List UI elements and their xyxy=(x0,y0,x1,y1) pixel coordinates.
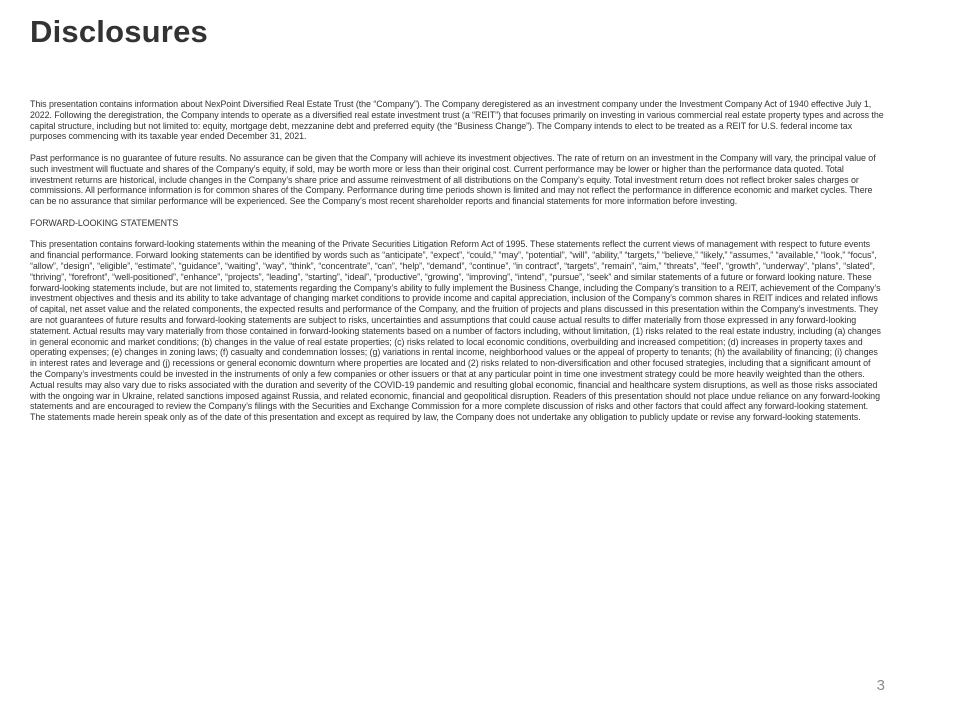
disclosure-paragraph-company: This presentation contains information about NexPoint Diversified Real Estate Trust (the “Company”). The Company deregistered as an investment company under the Investment Company Act of 1940 effective July 1, 2022. Following the deregistration, the Company intends to operate as a diversified real estate investment trust (a “REIT”) that focuses primarily on investing in various commercial real estate property types and across the capital structure, including but not limited to: equity, mortgage debt, mezzanine debt and preferred equity (the “Business Change”). The Company intends to elect to be treated as a REIT for U.S. federal income tax purposes commencing with its taxable year ended December 31, 2021. xyxy=(30,99,884,142)
page-title: Disclosures xyxy=(30,14,208,49)
disclosure-paragraph-forward-looking: This presentation contains forward-looking statements within the meaning of the Private Securities Litigation Reform Act of 1995. These statements reflect the current views of management with respect to future events and financial performance. Forward looking statements can be identified by words such as “anticipate”, “expect”, “could,” “may”, “potential”, “will”, “ability,” “targets,” “believe,” “likely,” “assumes,” “available,” “look,” “focus”, “allow”, “design”, “eligible”, “estimate”, “guidance”, “waiting”, “way”, “think”, “concentrate”, “can”, “help”, “demand”, “continue”, “in contract”, “targets”, “remain”, “aim,” “threats”, “feel”, “growth”, “underway”, “plans”, “slated”, “thriving”, “forefront”, “well-positioned”, “enhance”, “projects”, “leading”, “starting”, “ideal”, “productive”, “growing”, “improving”, “intend”, “pursue”, “seek” and similar statements of a future or forward looking nature. These forward-looking statements include, but are not limited to, statements regarding the Company’s ability to fully implement the Business Change, including the Company’s transition to a REIT, achievement of the Company’s investment objectives and thesis and its ability to take advantage of changing market conditions to provide income and capital appreciation, inclusion of the Company’s common shares in REIT indices and related inflows of capital, net asset value and the related components, the expected results and performance of the Company, and the fruition of projects and plans discussed in this presentation within the Company’s investments. They are not guarantees of future results and forward-looking statements are subject to risks, uncertainties and assumptions that could cause actual results to differ materially from those expressed in any forward-looking statement. Actual results may vary materially from those contained in forward-looking statements based on a number of factors including, without limitation, (1) risks related to the real estate industry, including (a) changes in general economic and market conditions; (b) changes in the value of real estate properties; (c) risks related to local economic conditions, overbuilding and increased competition; (d) increases in property taxes and operating expenses; (e) changes in zoning laws; (f) casualty and condemnation losses; (g) variations in rental income, neighborhood values or the appeal of property to tenants; (h) the availability of financing; (i) changes in interest rates and leverage and (j) recessions or general economic downturn where properties are located and (2) risks related to non-diversification and other focused strategies, including that a significant amount of the Company’s investments could be invested in the instruments of only a few companies or other issuers or that at any particular point in time one investment strategy could be more heavily weighted than the others. Actual results may also vary due to risks associated with the duration and severity of the COVID-19 pandemic and resulting global economic, financial and healthcare system disruptions, as well as those risks associated with the ongoing war in Ukraine, related sanctions imposed against Russia, and related economic, financial and geopolitical disruption. Readers of this presentation should not place undue reliance on any forward-looking statements and are encouraged to review the Company’s filings with the Securities and Exchange Commission for a more complete discussion of risks and other factors that could affect any forward-looking statement. The statements made herein speak only as of the date of this presentation and except as required by law, the Company does not undertake any obligation to publicly update or revise any forward-looking statements. xyxy=(30,239,881,423)
disclosure-paragraph-performance: Past performance is no guarantee of future results. No assurance can be given that the Company will achieve its investment objectives. The rate of return on an investment in the Company will vary, the principal value of such investment will fluctuate and shares of the Company’s equity, if sold, may be worth more or less than their original cost. Current performance may be lower or higher than the performance data quoted. Total investment returns are historical, include changes in the Company’s share price and assume reinvestment of all distributions on the Company’s equity. Total investment return does not reflect broker sales charges or commissions. All performance information is for common shares of the Company. Performance during time periods shown is limited and may not reflect the performance in difference economic and market cycles. There can be no assurance that similar performance will be experienced. See the Company’s most recent shareholder reports and financial statements for more information before investing. xyxy=(30,152,876,207)
section-heading-forward-looking: FORWARD-LOOKING STATEMENTS xyxy=(30,217,179,228)
disclosure-body xyxy=(30,99,884,434)
page-number: 3 xyxy=(876,677,885,694)
